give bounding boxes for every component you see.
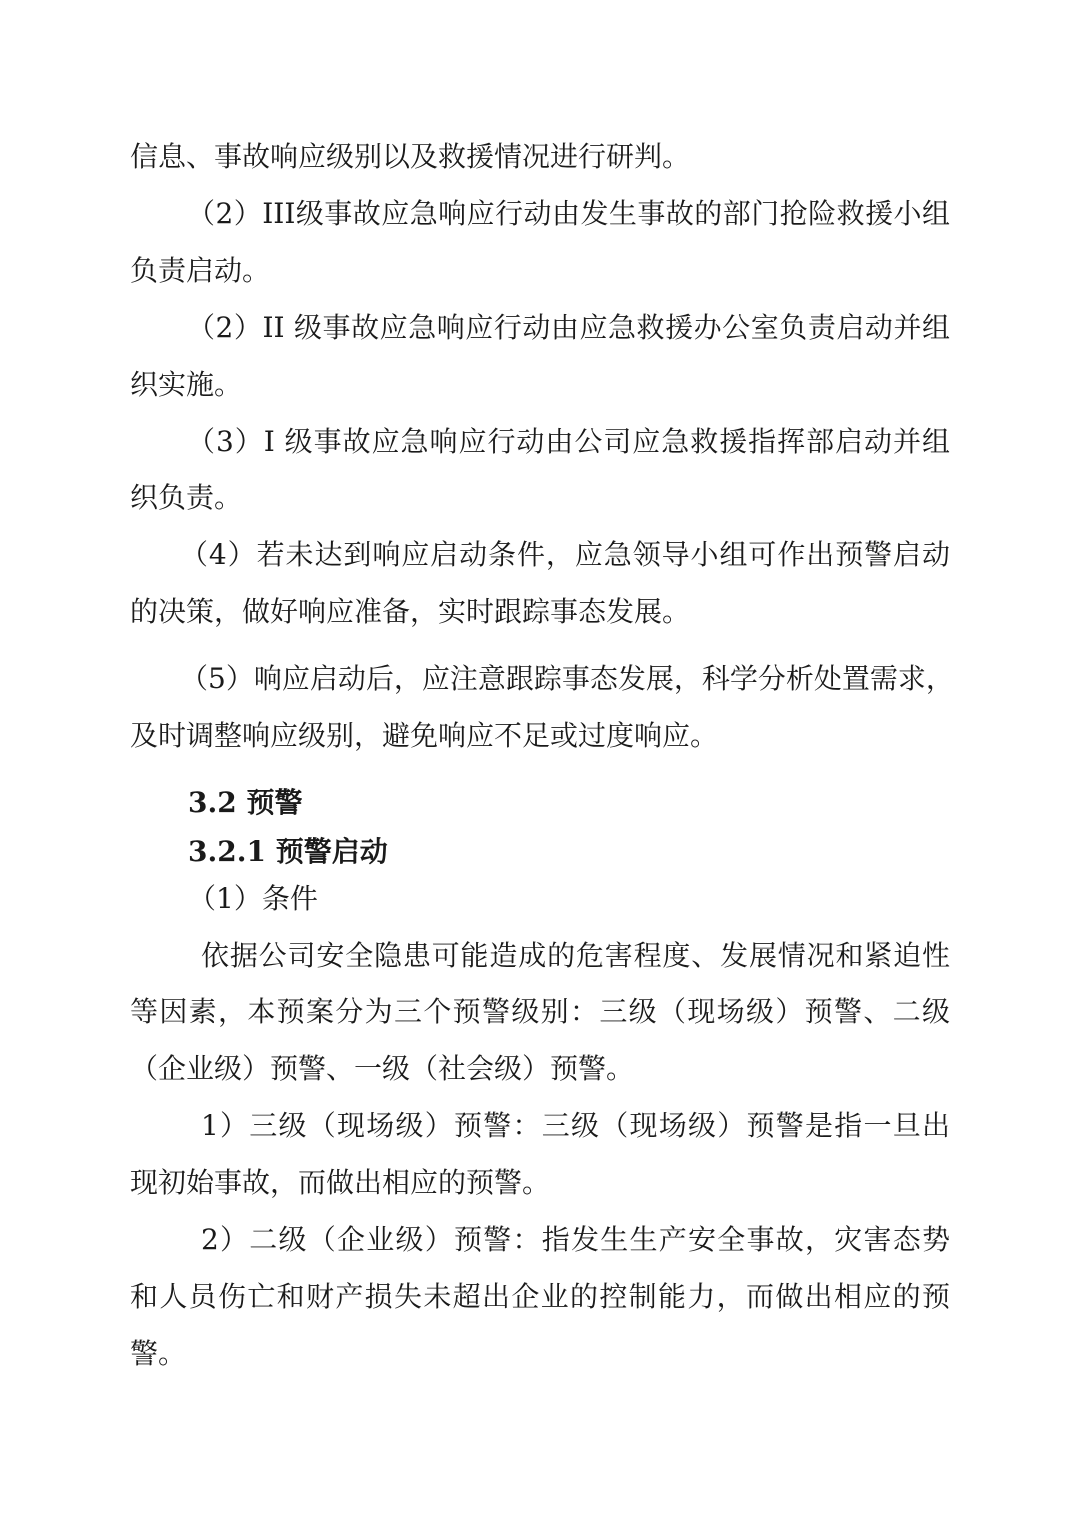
paragraph-line: 1）三级（现场级）预警：三级（现场级）预警是指一旦出 — [201, 1109, 950, 1142]
paragraph-line: （4）若未达到响应启动条件，应急领导小组可作出预警启动 — [180, 538, 950, 571]
paragraph-line: 2）二级（企业级）预警：指发生生产安全事故，灾害态势 — [201, 1223, 950, 1256]
paragraph-line: 负责启动。 — [130, 254, 271, 287]
item-heading: （1）条件 — [188, 882, 318, 915]
paragraph-line: 信息、事故响应级别以及救援情况进行研判。 — [130, 140, 691, 173]
paragraph-line: 和人员伤亡和财产损失未超出企业的控制能力，而做出相应的预 — [130, 1280, 950, 1313]
section-heading: 3.2 预警 — [188, 786, 303, 819]
paragraph-line: 织负责。 — [130, 481, 243, 514]
paragraph-line: 现初始事故，而做出相应的预警。 — [130, 1166, 551, 1199]
paragraph-line: 依据公司安全隐患可能造成的危害程度、发展情况和紧迫性 — [201, 939, 950, 972]
paragraph-line: 警。 — [130, 1337, 187, 1370]
paragraph-line: 的决策，做好响应准备，实时跟踪事态发展。 — [130, 595, 691, 628]
paragraph-line: （2）II 级事故应急响应行动由应急救援办公室负责启动并组 — [187, 311, 950, 344]
paragraph-line: （企业级）预警、一级（社会级）预警。 — [130, 1052, 635, 1085]
paragraph-line: 织实施。 — [130, 368, 243, 401]
paragraph-line: 及时调整响应级别，避免响应不足或过度响应。 — [130, 719, 719, 752]
paragraph-line: （3）I 级事故应急响应行动由公司应急救援指挥部启动并组 — [187, 425, 950, 458]
subsection-heading: 3.2.1 预警启动 — [188, 835, 388, 868]
paragraph-line: （5）响应启动后，应注意跟踪事态发展，科学分析处置需求， — [180, 662, 954, 695]
paragraph-line: 等因素，本预案分为三个预警级别：三级（现场级）预警、二级 — [130, 995, 950, 1028]
paragraph-line: （2）III级事故应急响应行动由发生事故的部门抢险救援小组 — [187, 197, 950, 230]
